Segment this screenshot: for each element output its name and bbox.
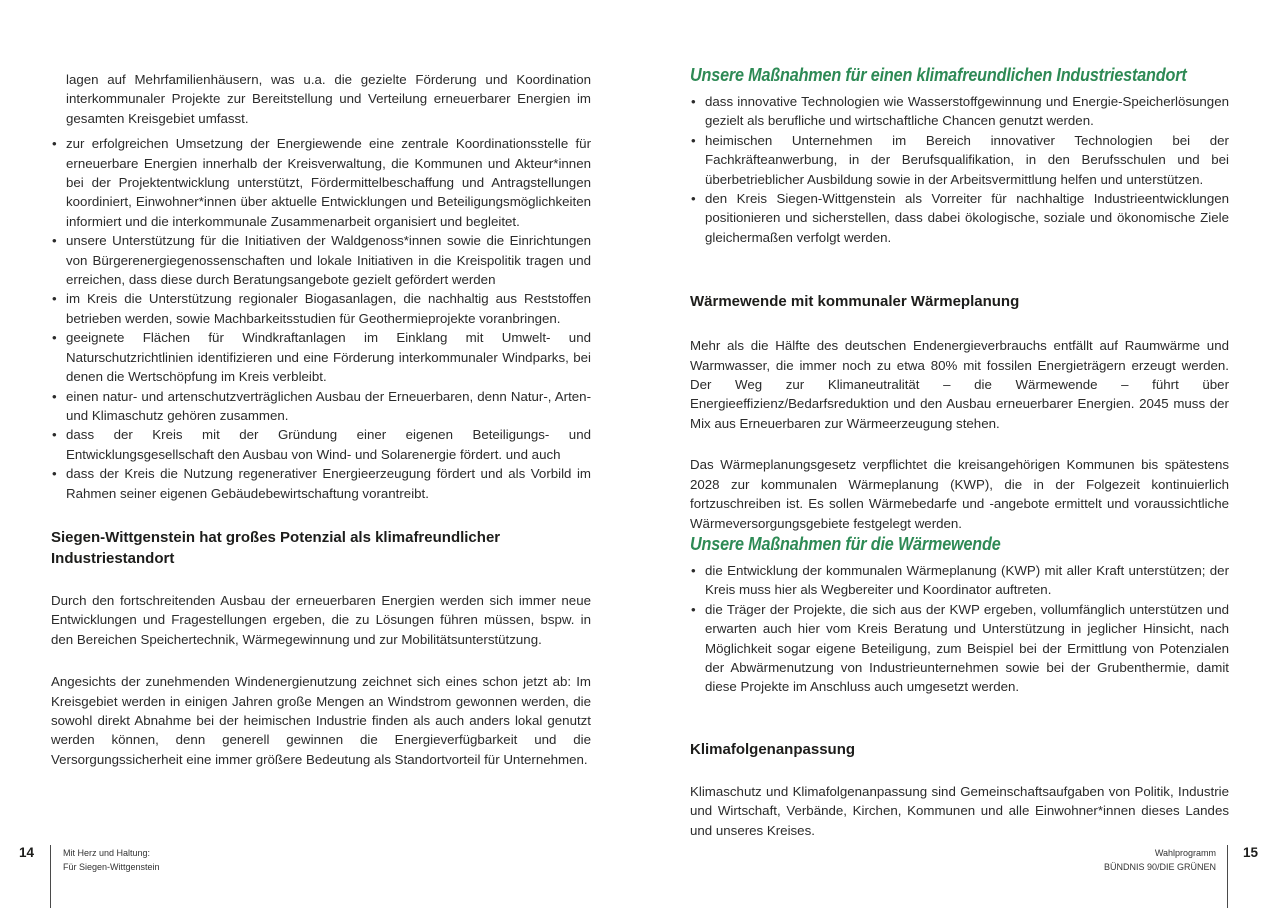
measures-heading-heat: Unsere Maßnahmen für die Wärmewende (690, 533, 1001, 554)
footer-line: BÜNDNIS 90/DIE GRÜNEN (1103, 861, 1216, 872)
paragraph: Mehr als die Hälfte des deutschen Endenergieverbrauchs entfällt auf Raumwärme und Warmwasser, die immer noch zu etwa 80% mit fossilen Energieträgern erzeugt werden. Der Weg zur Klimaneutralität – die Wärmewende – führt über Energieeffizienz/Bedarfsreduktion und den Ausbau erneuerbarer Energien. 2045 muss der Mix aus Erneuerbaren zur Wärmeerzeugung stehen. (690, 338, 1229, 431)
paragraph: Klimaschutz und Klimafolgenanpassung sind Gemeinschaftsaufgaben von Politik, Industrie und Wirtschaft, Verbände, Kirchen, Kommunen und alle Einwohner*innen dieses Landes und unseres Kreises. (690, 783, 1229, 838)
section-heading-heat-transition: Wärmewende mit kommunaler Wärmeplanung (690, 293, 1020, 311)
list-item: • dass innovative Technologien wie Wasserstoffgewinnung und Energie-Speicherlösungen gezielt als berufliche und wirtschaftliche Chancen genutzt werden. (690, 92, 1229, 131)
list-item: • einen natur- und artenschutzverträglichen Ausbau der Erneuerbaren, denn Natur-, Arten- und Klimaschutz gehören zusammen. (51, 387, 591, 426)
list-item: • heimischen Unternehmen im Bereich innovativer Technologien bei der Fachkräfteanwerbung, in der Berufsqualifikation, in den Berufsschulen und bei überbetrieblicher Ausbildung sowie in der Arbeitsvermittlung helfen und unterstützen. (690, 131, 1229, 189)
list-item: • zur erfolgreichen Umsetzung der Energiewende eine zentrale Koordinationsstelle für erneuerbare Energien innerhalb der Kreisverwaltung, die Kommunen und Akteur*innen bei der Projektentwicklung unterstützt, Fördermittelbeschaffung und Antragstellungen koordiniert, Einwohner*innen über aktuelle Entwicklungen und Beteiligungsmöglichkeiten informiert und die interkommunale Zusammenarbeit organisiert und begleitet. (51, 134, 591, 231)
page-number-left: 14 (18, 845, 34, 860)
list-item: • dass der Kreis mit der Gründung einer eigenen Beteiligungs- und Entwicklungsgesellschaft den Ausbau von Wind- und Solarenergie fördert. und auch (51, 425, 591, 464)
list-item: • unsere Unterstützung für die Initiativen der Waldgenoss*innen sowie die Einrichtungen von Bürgerenergiegenossenschaften und lokale Initiativen in die Kreispolitik tragen und erreichen, dass diese durch Beratungsangebote gezielt gefördert werden (51, 231, 591, 289)
paragraph: Angesichts der zunehmenden Windenergienutzung zeichnet sich eines schon jetzt ab: Im Kreisgebiet werden in einigen Jahren große Mengen an Windstrom gewonnen werden, die sowohl direkt Abnahme bei der heimischen Industrie finden als auch anders lokal genutzt werden können, denn generell gewinnen die Energieverfügbarkeit und die Versorgungssicherheit eine immer größere Bedeutung als Standortvorteil für Unternehmen. (51, 674, 591, 767)
industry-measures-list (690, 92, 1229, 247)
list-item: • dass der Kreis die Nutzung regenerativer Energieerzeugung fördert und als Vorbild im Rahmen seiner eigenen Gebäudebewirtschaftung vorantreibt. (51, 464, 591, 503)
footer-right (1000, 847, 1216, 874)
page-15-content (690, 64, 1229, 840)
page-number-right: 15 (1243, 845, 1259, 860)
list-item: • die Entwicklung der kommunalen Wärmeplanung (KWP) mit aller Kraft unterstützen; der Kreis muss hier als Wegbereiter und Koordinator auftreten. (690, 561, 1229, 600)
list-item: • den Kreis Siegen-Wittgenstein als Vorreiter für nachhaltige Industrieentwicklungen positionieren und sicherstellen, dass dabei ökologische, soziale und ökonomische Ziele gleichermaßen verfolgt werden. (690, 189, 1229, 247)
paragraph: Durch den fortschreitenden Ausbau der erneuerbaren Energien werden sich immer neue Entwicklungen und Fragestellungen ergeben, die zu Lösungen führen müssen, bspw. in den Bereichen Speichertechnik, Wärmegewinnung und zur Mobilitätsunterstützung. (51, 592, 591, 647)
footer-divider-left (50, 845, 51, 908)
page-14-content (51, 70, 591, 769)
section-heading-climate-adaptation: Klimafolgenanpassung (690, 740, 856, 758)
footer-line: Wahlprogramm (1154, 848, 1216, 858)
energy-measures-list (51, 134, 591, 503)
measures-heading-industry: Unsere Maßnahmen für einen klimafreundlichen Industriestandort (690, 65, 1187, 85)
section-heading-industry-potential: Siegen-Wittgenstein hat großes Potenzial als klimafreundlicher Industriestandort (51, 528, 501, 567)
footer-divider-right (1227, 845, 1228, 908)
footer-line: Mit Herz und Haltung: (63, 848, 151, 858)
paragraph: Das Wärmeplanungsgesetz verpflichtet die kreisangehörigen Kommunen bis spätestens 2028 zur kommunalen Wärmeplanung (KWP), die in der Folgezeit kontinuierlich fortzuschreiben ist. Es sollen Wärmebedarfe und -angebote ermittelt und voraussichtliche Wärmeversorgungsgebiete festgelegt werden. (690, 457, 1229, 531)
footer-line: Für Siegen-Wittgenstein (63, 861, 160, 872)
paragraph-continuation: lagen auf Mehrfamilienhäusern, was u.a. die gezielte Förderung und Koordination interkommunaler Projekte zur Bereitstellung und Verteilung erneuerbarer Energien im gesamten Kreisgebiet umfasst. (66, 72, 591, 126)
list-item: • geeignete Flächen für Windkraftanlagen im Einklang mit Umwelt- und Naturschutzrichtlinien identifizieren und eine Förderung interkommunaler Windparks, bei denen die Wertschöpfung im Kreis verbleibt. (51, 328, 591, 386)
list-item: • im Kreis die Unterstützung regionaler Biogasanlagen, die nachhaltig aus Reststoffen betrieben werden, sowie Machbarkeitsstudien für Geothermieprojekte voranbringen. (51, 289, 591, 328)
list-item: • die Träger der Projekte, die sich aus der KWP ergeben, vollumfänglich unterstützen und erwarten auch hier vom Kreis Beratung und Unterstützung in jeglicher Hinsicht, nach Möglichkeit sogar eigene Beteiligung, zum Beispiel bei der Ermittlung von Potenzialen der Abwärmenutzung von Industrieunternehmen sowie bei der Grubenthermie, damit diese Projekte im Anschluss auch umgesetzt werden. (690, 600, 1229, 697)
footer-left (63, 847, 160, 874)
heat-measures-list (690, 561, 1229, 697)
